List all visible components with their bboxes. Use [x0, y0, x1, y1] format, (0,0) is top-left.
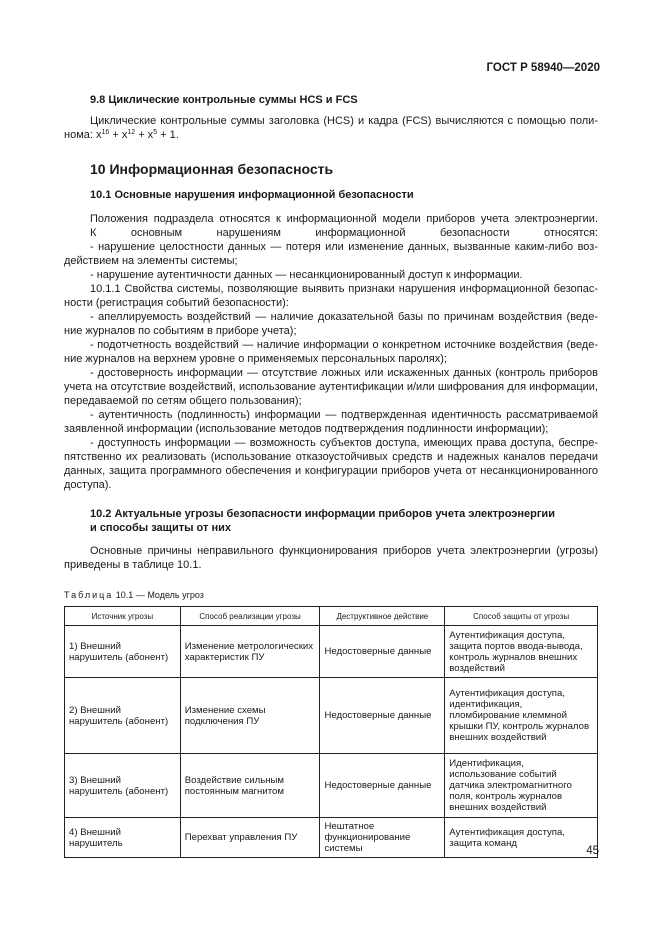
- table-caption-text: 10.1 — Модель угроз: [113, 590, 204, 600]
- polynomial-tail: + 1.: [157, 129, 179, 141]
- section-10-1-body: [64, 212, 598, 492]
- table-cell: Воздействие сильным постоянным магнитом: [180, 754, 320, 818]
- table-row: [65, 818, 598, 858]
- table-cell: Аутентификация доступа, защита портов ввода-вывода, контроль журналов внешних воздействий: [445, 626, 598, 678]
- table-header-cell: Деструктивное действие: [320, 607, 445, 626]
- table-caption-prefix: Таблица: [64, 590, 114, 600]
- table-cell: 2) Внешний нарушитель (абонент): [65, 678, 181, 754]
- section-10-2-title-line2: и способы защиты от них: [90, 522, 231, 534]
- section-10-1-text-line: - подотчетность воздействий — наличие информации о конкретном источнике воздействия (веде-: [90, 339, 598, 351]
- table-header-cell: Способ реализации угрозы: [180, 607, 320, 626]
- section-10-title: 10 Информационная безопасность: [90, 161, 334, 177]
- table-cell: Изменение метрологических характеристик ПУ: [180, 626, 320, 678]
- section-10-1-text-line: 10.1.1 Свойства системы, позволяющие выявить признаки нарушения информационной безопас-: [90, 283, 598, 295]
- table-cell: Недостоверные данные: [320, 754, 445, 818]
- polynomial-term: + x: [135, 129, 154, 141]
- polynomial-exponent: 5: [153, 129, 158, 136]
- document-header: ГОСТ Р 58940—2020: [486, 62, 600, 74]
- table-cell: Аутентификация доступа, защита команд: [445, 818, 598, 858]
- section-10-1-text-line: - аутентичность (подлинность) информации — подтвержденная идентичность рассматриваемой: [90, 409, 598, 421]
- table-cell: Идентификация, использование событий датчика электромагнитного поля, контроль журналов внешних воздействий: [445, 754, 598, 818]
- polynomial-line: [64, 128, 598, 142]
- section-10-1-text-line: ности (регистрация событий безопасности):: [64, 297, 289, 309]
- section-10-2-text-line: приведены в таблице 10.1.: [64, 559, 202, 571]
- section-10-1-text-line: - достоверность информации — отсутствие ложных или искаженных данных (контроль приборов: [90, 367, 598, 379]
- polynomial-exponent: 16: [101, 129, 110, 136]
- table-cell: Изменение схемы подключения ПУ: [180, 678, 320, 754]
- section-10-1-text-line: - апеллируемость воздействий — наличие доказательной базы по причинам воздействия (веде-: [90, 311, 598, 323]
- section-10-1-title: 10.1 Основные нарушения информационной безопасности: [90, 189, 414, 201]
- page-number: 45: [586, 845, 599, 857]
- section-10-1-text-line: ние журналов на верхнем уровне о применяемых персональных паролях);: [64, 353, 447, 365]
- table-cell: Аутентификация доступа, идентификация, пломбирование клеммной крышки ПУ, контроль журналов внешних воздействий: [445, 678, 598, 754]
- section-10-2-text-line: Основные причины неправильного функционирования приборов учета электроэнергии (угрозы): [90, 545, 598, 557]
- table-row: [65, 626, 598, 678]
- table-cell: 4) Внешний нарушитель: [65, 818, 181, 858]
- section-10-1-text-line: - доступность информации — возможность субъектов доступа, имеющих права доступа, беспре-: [90, 437, 598, 449]
- section-10-1-text-line: передаваемой по сетям общего пользования);: [64, 395, 302, 407]
- table-header-cell: Источник угрозы: [65, 607, 181, 626]
- table-caption: [64, 589, 598, 601]
- section-9-8-text-line: Циклические контрольные суммы заголовка (HCS) и кадра (FCS) вычисляются с помощью поли-: [90, 115, 598, 127]
- threat-model-table: [64, 606, 598, 858]
- section-10-1-text-line: пятственно их реализовать (использование отказоустойчивых средств и надежных каналов передачи: [64, 451, 598, 463]
- section-10-1-text-line: К основным нарушениям информационной безопасности относятся:: [90, 227, 598, 239]
- table-cell: Недостоверные данные: [320, 678, 445, 754]
- section-10-1-text-line: действием на элементы системы;: [64, 255, 238, 267]
- section-10-1-text-line: ние журналов по событиям в приборе учета);: [64, 325, 297, 337]
- page-content: [64, 93, 598, 858]
- table-header-row: [65, 607, 598, 626]
- table-row: [65, 678, 598, 754]
- table-cell: 3) Внешний нарушитель (абонент): [65, 754, 181, 818]
- polynomial-prefix: нома: x: [64, 129, 102, 141]
- section-10-2-title-line1: 10.2 Актуальные угрозы безопасности информации приборов учета электроэнергии: [90, 508, 555, 520]
- section-10-1-text-line: заявленной информации (использование методов подтверждения подлинности информации);: [64, 423, 549, 435]
- polynomial-term: + x: [109, 129, 128, 141]
- table-cell: Нештатное функционирование системы: [320, 818, 445, 858]
- section-10-1-text-line: - нарушение аутентичности данных — несанкционированный доступ к информации.: [90, 269, 523, 281]
- section-10-1-text-line: данных, защита программного обеспечения и конфигурации приборов учета от несанкционированного: [64, 465, 598, 477]
- section-9-8-title: 9.8 Циклические контрольные суммы HCS и FCS: [90, 94, 358, 106]
- table-cell: Перехват управления ПУ: [180, 818, 320, 858]
- section-10-1-text-line: Положения подраздела относятся к информационной модели приборов учета электроэнергии.: [90, 213, 598, 225]
- section-10-1-text-line: учета на отсутствие воздействий, использование аутентификации и/или шифрования для информации,: [64, 381, 598, 393]
- table-row: [65, 754, 598, 818]
- section-10-1-text-line: доступа).: [64, 479, 112, 491]
- section-10-1-text-line: - нарушение целостности данных — потеря или изменение данных, вызванные каким-либо воз-: [90, 241, 598, 253]
- table-header-cell: Способ защиты от угрозы: [445, 607, 598, 626]
- table-cell: Недостоверные данные: [320, 626, 445, 678]
- table-cell: 1) Внешний нарушитель (абонент): [65, 626, 181, 678]
- polynomial-exponent: 12: [127, 129, 136, 136]
